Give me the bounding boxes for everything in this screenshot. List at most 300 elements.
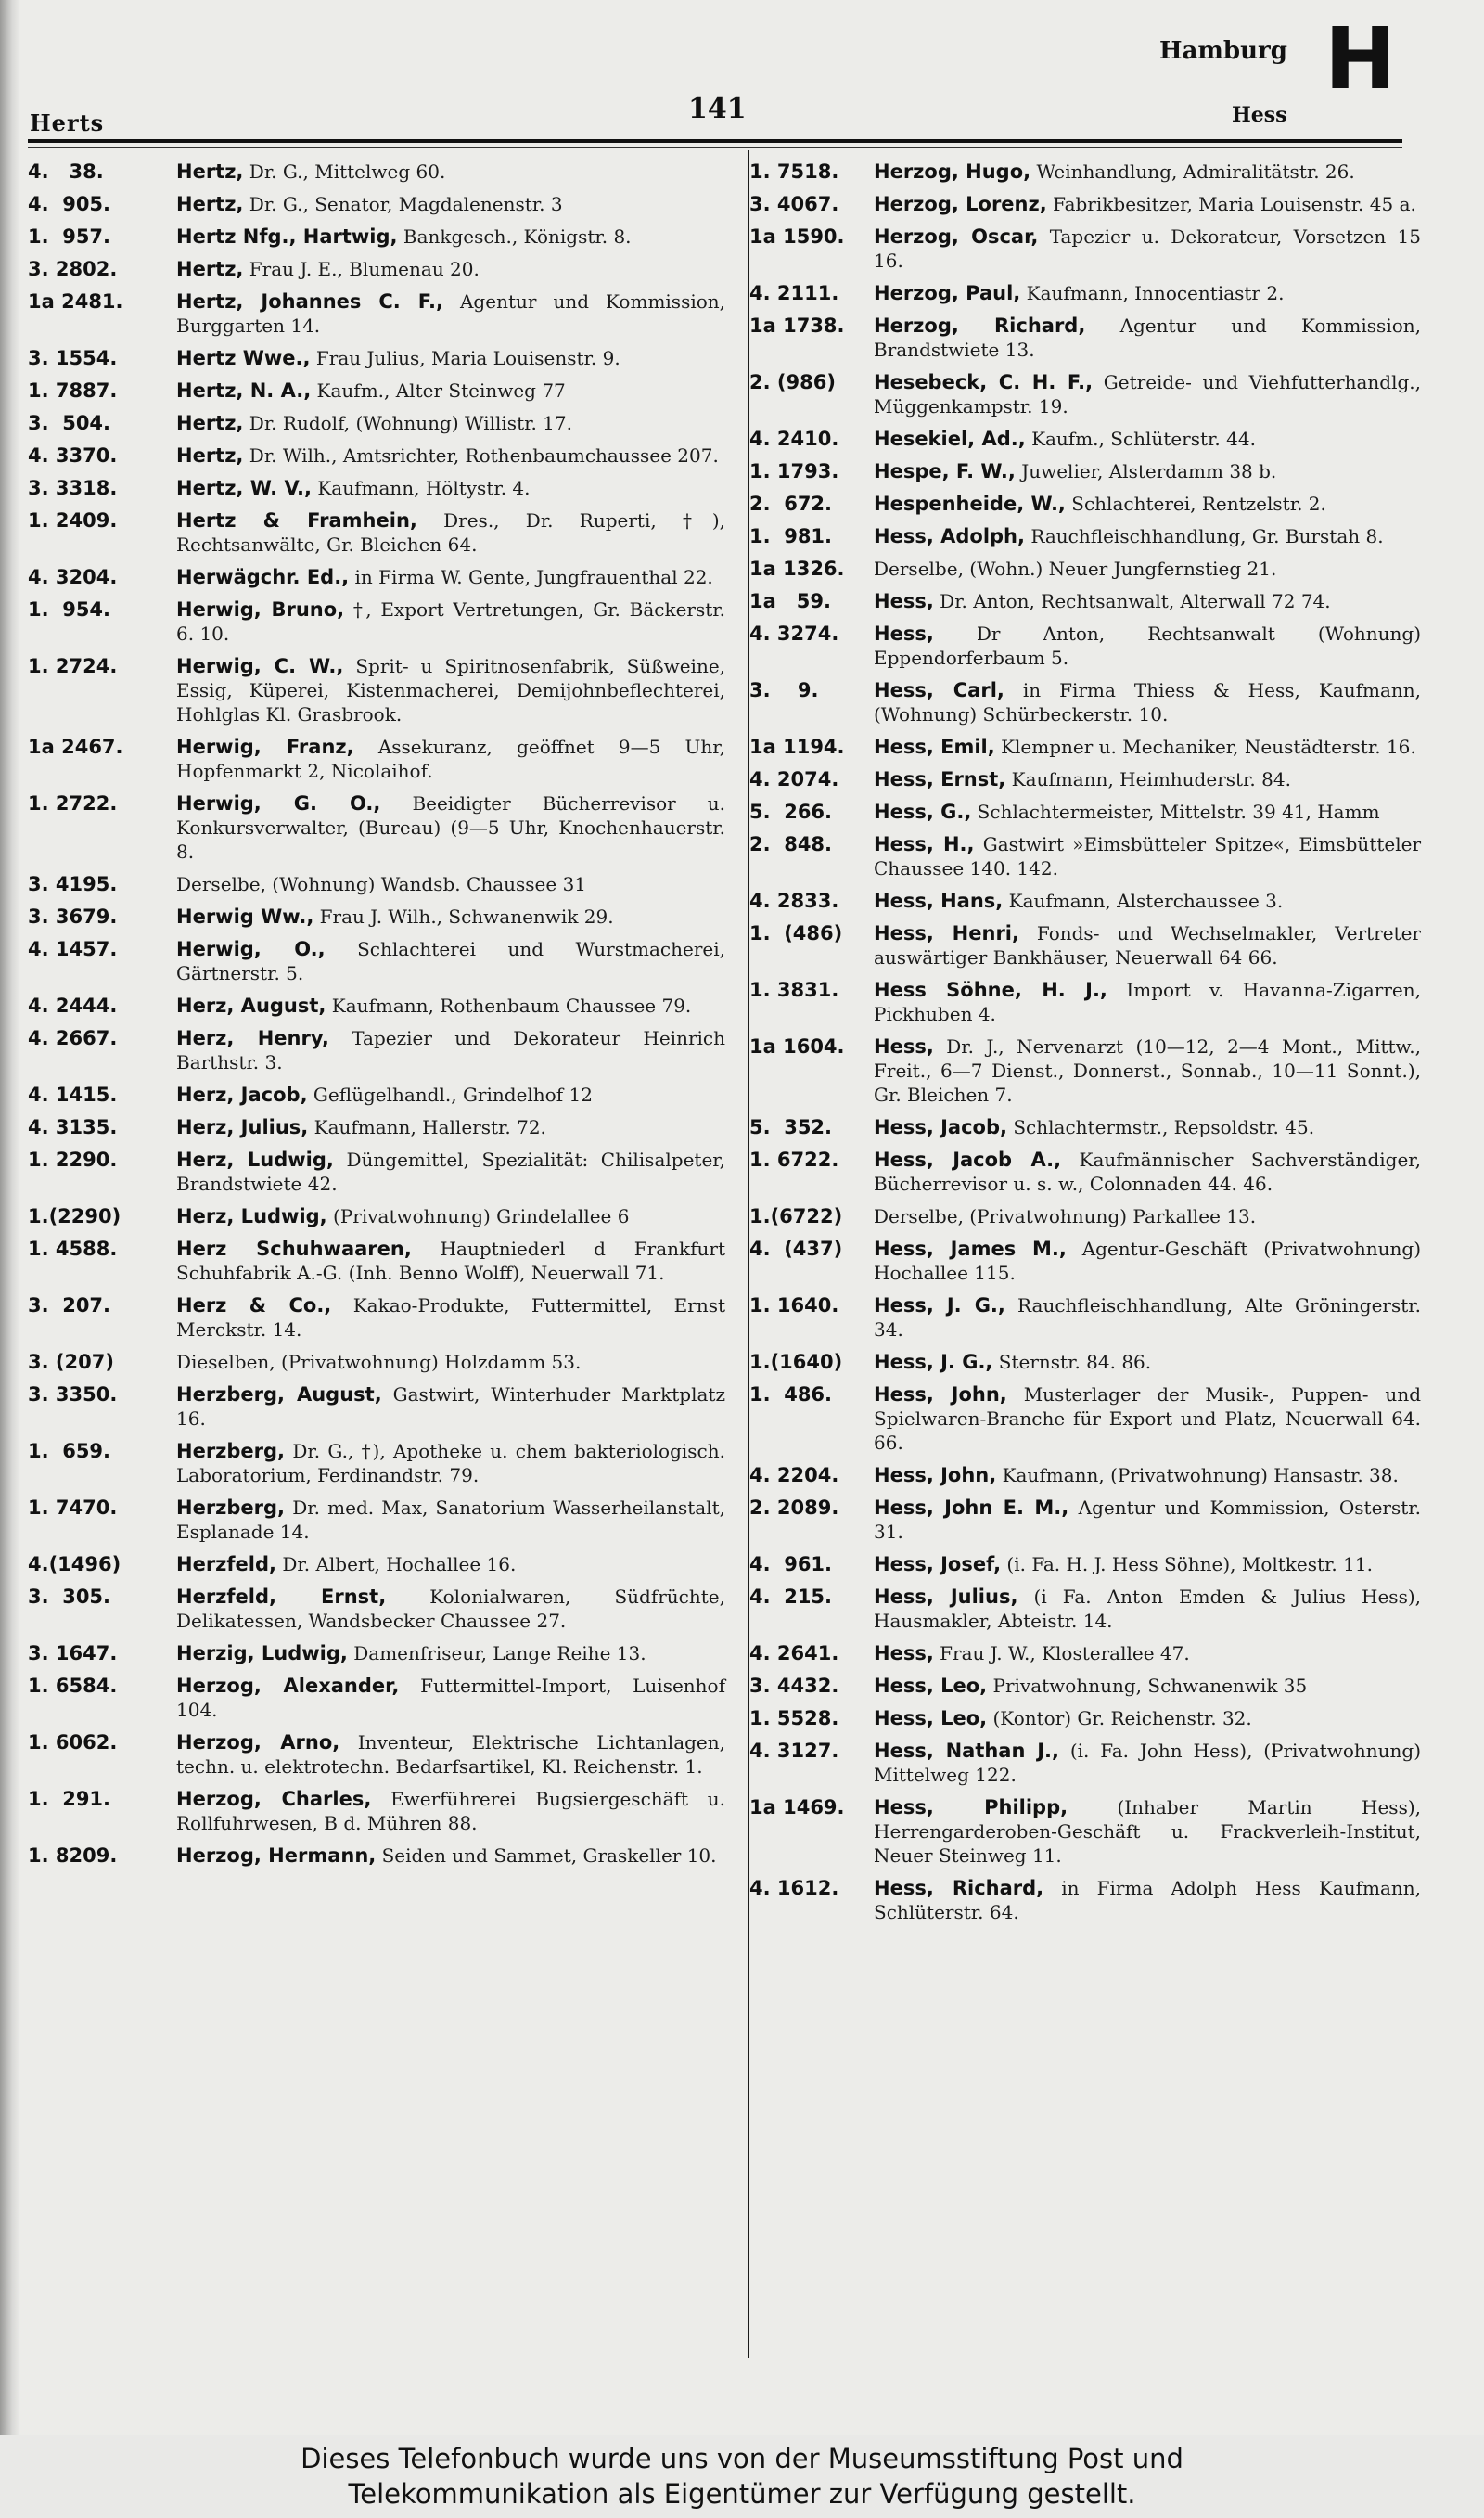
entry-text bbox=[874, 1674, 1421, 1698]
entry-text bbox=[874, 800, 1421, 824]
subscriber-name: Herz, August, bbox=[176, 995, 326, 1017]
subscriber-name: Herz, Ludwig, bbox=[176, 1149, 334, 1171]
directory-entry bbox=[749, 370, 1421, 418]
subscriber-details: Dieselben, (Privatwohnung) Holzdamm 53. bbox=[176, 1351, 582, 1373]
subscriber-name: Hess, J. G., bbox=[874, 1351, 993, 1373]
phone-number: 4. 1612. bbox=[749, 1877, 839, 1899]
subscriber-details: Kaufmännischer Sachverständiger, Bücherrevisor u. s. w., Colonnaden 44. 46. bbox=[874, 1149, 1421, 1195]
entry-text bbox=[874, 678, 1421, 726]
phone-number: 3. 9. bbox=[749, 679, 819, 701]
subscriber-details: Dr Anton, Rechtsanwalt (Wohnung) Eppendorferbaum 5. bbox=[874, 623, 1421, 669]
subscriber-details: Kaufmann, Heimhuderstr. 84. bbox=[1011, 768, 1291, 790]
subscriber-details: Assekuranz, geöffnet 9—5 Uhr, Hopfenmarkt 2, Nicolaihof. bbox=[176, 736, 726, 782]
directory-entry bbox=[749, 589, 1421, 613]
subscriber-details: Fabrikbesitzer, Maria Louisenstr. 45 a. bbox=[1053, 193, 1416, 215]
phone-number: 3. 3679. bbox=[28, 906, 118, 928]
entry-text bbox=[176, 1730, 725, 1779]
subscriber-name: Herz Schuhwaaren, bbox=[176, 1238, 412, 1260]
phone-number: 4. 2833. bbox=[749, 890, 839, 912]
directory-entry bbox=[749, 921, 1421, 970]
subscriber-name: Hess, James M., bbox=[874, 1238, 1067, 1260]
subscriber-details: (Privatwohnung) Grindelallee 6 bbox=[333, 1205, 630, 1227]
entry-text bbox=[874, 1706, 1421, 1730]
directory-entry bbox=[749, 1641, 1421, 1665]
entry-text bbox=[874, 735, 1421, 759]
directory-entry bbox=[28, 994, 725, 1018]
directory-entry bbox=[749, 1552, 1421, 1576]
subscriber-details: Rauchfleischhandlung, Alte Gröningerstr. 34. bbox=[874, 1294, 1422, 1341]
phone-number: 2. 848. bbox=[749, 833, 833, 855]
subscriber-details: Beeidigter Bücherrevisor u. Konkursverwalter, (Bureau) (9—5 Uhr, Knochenhauerstr. 8. bbox=[176, 792, 726, 863]
directory-entry bbox=[749, 622, 1421, 670]
subscriber-name: Hespenheide, W., bbox=[874, 493, 1066, 515]
entry-text bbox=[176, 225, 725, 249]
phone-number: 3. 1647. bbox=[28, 1642, 118, 1664]
subscriber-details: Import v. Havanna-Zigarren, Pickhuben 4. bbox=[874, 979, 1422, 1025]
subscriber-name: Herz & Co., bbox=[176, 1294, 332, 1317]
phone-number: 1. 7470. bbox=[28, 1497, 118, 1519]
phone-number: 1. 7518. bbox=[749, 161, 839, 183]
entry-text bbox=[874, 1463, 1421, 1487]
subscriber-name: Hess, Philipp, bbox=[874, 1796, 1068, 1818]
phone-number: 1a 2481. bbox=[28, 290, 123, 313]
subscriber-name: Hess, bbox=[874, 590, 934, 612]
subscriber-details: Dr. med. Max, Sanatorium Wasserheilanstalt, Esplanade 14. bbox=[176, 1497, 726, 1543]
subscriber-details: Dr. Wilh., Amtsrichter, Rothenbaumchaussee 207. bbox=[249, 444, 719, 467]
entry-text bbox=[176, 1496, 725, 1544]
directory-entry bbox=[28, 411, 725, 435]
subscriber-details: †, Export Vertretungen, Gr. Bäckerstr. 6. 10. bbox=[176, 598, 726, 645]
phone-number: 4. (437) bbox=[749, 1238, 843, 1260]
subscriber-name: Herzberg, bbox=[176, 1497, 286, 1519]
entry-text bbox=[874, 1034, 1421, 1107]
entry-text bbox=[874, 1204, 1421, 1228]
subscriber-details: (i Fa. Anton Emden & Julius Hess), Hausmakler, Abteistr. 14. bbox=[874, 1586, 1421, 1632]
subscriber-details: Ewerführerei Bugsiergeschäft u. Rollfuhrwesen, B d. Mühren 88. bbox=[176, 1788, 726, 1834]
subscriber-details: Dr. Anton, Rechtsanwalt, Alterwall 72 74. bbox=[940, 590, 1331, 612]
subscriber-name: Hertz, bbox=[176, 258, 244, 280]
subscriber-details: Schlachtermeister, Mittelstr. 39 41, Hamm bbox=[977, 801, 1380, 823]
subscriber-details: Agentur und Kommission, Burggarten 14. bbox=[176, 290, 726, 337]
directory-entry bbox=[28, 1730, 725, 1779]
phone-number: 4. 2667. bbox=[28, 1027, 118, 1049]
directory-entry bbox=[749, 524, 1421, 548]
entry-text bbox=[176, 379, 725, 403]
phone-number: 1. 4588. bbox=[28, 1238, 118, 1260]
entry-text bbox=[176, 346, 725, 370]
subscriber-name: Hertz Wwe., bbox=[176, 347, 311, 369]
subscriber-name: Herzog, Alexander, bbox=[176, 1675, 400, 1697]
subscriber-name: Hertz, W. V., bbox=[176, 477, 312, 499]
subscriber-name: Hertz & Framhein, bbox=[176, 509, 417, 532]
entry-text bbox=[874, 767, 1421, 791]
phone-number: 4. 2641. bbox=[749, 1642, 839, 1664]
footer-line-1: Dieses Telefonbuch wurde uns von der Museumsstiftung Post und bbox=[301, 2443, 1183, 2474]
directory-entry bbox=[749, 160, 1421, 184]
directory-entry bbox=[749, 1739, 1421, 1787]
directory-entry bbox=[28, 872, 725, 896]
directory-entry bbox=[28, 1641, 725, 1665]
phone-number: 5. 266. bbox=[749, 801, 833, 823]
subscriber-name: Hess, Leo, bbox=[874, 1675, 988, 1697]
subscriber-details: Sprit- u Spiritnosenfabrik, Süßweine, Essig, Küperei, Kistenmacherei, Demijohnbeflechterei, Hohlglas Kl. Grasbrook. bbox=[176, 655, 726, 726]
subscriber-details: Kakao-Produkte, Futtermittel, Ernst Merckstr. 14. bbox=[176, 1294, 725, 1341]
subscriber-details: Seiden und Sammet, Graskeller 10. bbox=[381, 1844, 717, 1867]
directory-entry bbox=[749, 427, 1421, 451]
entry-text bbox=[874, 370, 1421, 418]
subscriber-name: Hess, G., bbox=[874, 801, 972, 823]
entry-text bbox=[176, 654, 725, 726]
directory-entry bbox=[28, 597, 725, 646]
subscriber-details: Tapezier und Dekorateur Heinrich Barthstr. 3. bbox=[176, 1027, 725, 1073]
phone-number: 4. 3135. bbox=[28, 1116, 118, 1138]
subscriber-name: Hess, bbox=[874, 1035, 934, 1058]
subscriber-details: Derselbe, (Privatwohnung) Parkallee 13. bbox=[874, 1205, 1257, 1227]
phone-number: 1a 1469. bbox=[749, 1796, 845, 1818]
entry-text bbox=[874, 1115, 1421, 1139]
directory-entry bbox=[28, 1552, 725, 1576]
subscriber-name: Herwig, C. W., bbox=[176, 655, 344, 677]
subscriber-name: Hess, Leo, bbox=[874, 1707, 988, 1729]
subscriber-name: Herzberg, August, bbox=[176, 1383, 382, 1406]
directory-entry bbox=[28, 346, 725, 370]
directory-entry bbox=[749, 1463, 1421, 1487]
phone-number: 4. 2111. bbox=[749, 282, 839, 304]
subscriber-details: in Firma Adolph Hess Kaufmann, Schlüterstr. 64. bbox=[874, 1877, 1421, 1923]
subscriber-details: Kolonialwaren, Südfrüchte, Delikatessen, Wandsbecker Chaussee 27. bbox=[176, 1586, 725, 1632]
phone-number: 1. 6722. bbox=[749, 1149, 839, 1171]
directory-entry bbox=[28, 192, 725, 216]
subscriber-name: Herzog, Hugo, bbox=[874, 161, 1031, 183]
header-rule bbox=[28, 139, 1402, 143]
entry-text bbox=[874, 832, 1421, 880]
phone-number: 1. (486) bbox=[749, 922, 843, 944]
entry-text bbox=[874, 1876, 1421, 1924]
directory-entry bbox=[28, 1585, 725, 1633]
subscriber-details: Weinhandlung, Admiralitätstr. 26. bbox=[1036, 161, 1355, 183]
subscriber-details: Derselbe, (Wohn.) Neuer Jungfernstieg 21. bbox=[874, 558, 1277, 580]
subscriber-details: Dr. J., Nervenarzt (10—12, 2—4 Mont., Mittw., Freit., 6—7 Dienst., Donnerst., Sonnab., 10—11 Sonnt.), Gr. Bleichen 7. bbox=[874, 1035, 1422, 1106]
subscriber-name: Hespe, F. W., bbox=[874, 460, 1016, 482]
subscriber-details: Kaufmann, (Privatwohnung) Hansastr. 38. bbox=[1002, 1464, 1399, 1486]
phone-number: 4. 3274. bbox=[749, 623, 839, 645]
subscriber-details: Schlachterei und Wurstmacherei, Gärtnerstr. 5. bbox=[176, 938, 725, 984]
directory-entry bbox=[28, 937, 725, 985]
entry-text bbox=[874, 921, 1421, 970]
entry-text bbox=[176, 1674, 725, 1722]
subscriber-details: Klempner u. Mechaniker, Neustädterstr. 16. bbox=[1001, 736, 1416, 758]
subscriber-details: Kaufmann, Rothenbaum Chaussee 79. bbox=[331, 995, 692, 1017]
subscriber-name: Hertz, bbox=[176, 412, 244, 434]
subscriber-name: Hess, Jacob A., bbox=[874, 1149, 1062, 1171]
directory-entry bbox=[749, 459, 1421, 483]
subscriber-name: Hesebeck, C. H. F., bbox=[874, 371, 1094, 393]
subscriber-details: (Inhaber Martin Hess), Herrengarderoben-Geschäft u. Frackverleih-Institut, Neuer Steinweg 11. bbox=[874, 1796, 1421, 1867]
subscriber-name: Herz, Julius, bbox=[176, 1116, 309, 1138]
directory-entry bbox=[28, 1148, 725, 1196]
subscriber-details: Getreide- und Viehfutterhandlg., Müggenkampstr. 19. bbox=[874, 371, 1422, 418]
section-letter: H bbox=[1324, 9, 1396, 109]
phone-number: 1. 8209. bbox=[28, 1844, 118, 1867]
directory-entry bbox=[749, 192, 1421, 216]
subscriber-details: Inventeur, Elektrische Lichtanlagen, techn. u. elektrotechn. Bedarfsartikel, Kl. Reichenstr. 1. bbox=[176, 1731, 725, 1778]
subscriber-details: Agentur-Geschäft (Privatwohnung) Hochallee 115. bbox=[874, 1238, 1422, 1284]
directory-entry bbox=[28, 225, 725, 249]
directory-entry bbox=[28, 1115, 725, 1139]
phone-number: 1. 1793. bbox=[749, 460, 839, 482]
phone-number: 3. 305. bbox=[28, 1586, 111, 1608]
footer-line-2: Telekommunikation als Eigentümer zur Verfügung gestellt. bbox=[348, 2478, 1136, 2510]
subscriber-name: Herzfeld, bbox=[176, 1553, 276, 1575]
directory-entry bbox=[749, 1706, 1421, 1730]
subscriber-name: Herzig, Ludwig, bbox=[176, 1642, 348, 1664]
directory-entry bbox=[749, 1795, 1421, 1868]
subscriber-name: Hertz Nfg., Hartwig, bbox=[176, 225, 398, 248]
subscriber-name: Hess, Henri, bbox=[874, 922, 1019, 944]
subscriber-name: Hertz, bbox=[176, 161, 244, 183]
left-column bbox=[28, 160, 725, 1876]
directory-entry bbox=[749, 800, 1421, 824]
subscriber-details: Sternstr. 84. 86. bbox=[998, 1351, 1152, 1373]
entry-text bbox=[176, 1382, 725, 1431]
entry-text bbox=[874, 1350, 1421, 1374]
entry-text bbox=[176, 1641, 725, 1665]
directory-entry bbox=[749, 1148, 1421, 1196]
phone-number: 1. 1640. bbox=[749, 1294, 839, 1317]
phone-number: 1a 1194. bbox=[749, 736, 845, 758]
subscriber-name: Herwig, Bruno, bbox=[176, 598, 345, 621]
subscriber-name: Herzog, Richard, bbox=[874, 315, 1086, 337]
directory-entry bbox=[749, 281, 1421, 305]
phone-number: 1. 981. bbox=[749, 525, 833, 547]
entry-text bbox=[874, 889, 1421, 913]
entry-text bbox=[176, 872, 725, 896]
entry-text bbox=[874, 1739, 1421, 1787]
subscriber-name: Hess, Richard, bbox=[874, 1877, 1044, 1899]
subscriber-details: Schlachtermstr., Repsoldstr. 45. bbox=[1013, 1116, 1315, 1138]
subscriber-name: Herwig Ww., bbox=[176, 906, 314, 928]
subscriber-details: Kaufmann, Hallerstr. 72. bbox=[313, 1116, 546, 1138]
directory-entry bbox=[28, 443, 725, 468]
subscriber-details: Agentur und Kommission, Brandstwiete 13. bbox=[874, 315, 1421, 361]
directory-entry bbox=[28, 1204, 725, 1228]
directory-entry bbox=[28, 905, 725, 929]
entry-text bbox=[874, 459, 1421, 483]
directory-entry bbox=[749, 1496, 1421, 1544]
subscriber-name: Hess, Ernst, bbox=[874, 768, 1006, 790]
subscriber-details: Frau J. Wilh., Schwanenwik 29. bbox=[319, 906, 614, 928]
phone-number: 4. 2410. bbox=[749, 428, 839, 450]
subscriber-name: Hess, Emil, bbox=[874, 736, 995, 758]
phone-number: 5. 352. bbox=[749, 1116, 833, 1138]
directory-entry bbox=[28, 1083, 725, 1107]
phone-number: 2. (986) bbox=[749, 371, 836, 393]
subscriber-details: Kaufm., Alter Steinweg 77 bbox=[316, 379, 566, 402]
subscriber-name: Hess, John, bbox=[874, 1383, 1007, 1406]
footer-notice bbox=[0, 2435, 1484, 2518]
phone-number: 4. 2204. bbox=[749, 1464, 839, 1486]
directory-entry bbox=[28, 1844, 725, 1868]
right-column bbox=[749, 160, 1421, 1933]
directory-entry bbox=[28, 476, 725, 500]
phone-number: 1. 6062. bbox=[28, 1731, 118, 1754]
entry-text bbox=[176, 565, 725, 589]
subscriber-details: Kaufmann, Höltystr. 4. bbox=[317, 477, 531, 499]
phone-number: 4.(1496) bbox=[28, 1553, 122, 1575]
subscriber-details: Kaufm., Schlüterstr. 44. bbox=[1031, 428, 1256, 450]
city-name: Hamburg bbox=[1159, 37, 1287, 65]
subscriber-name: Hess, J. G., bbox=[874, 1294, 1005, 1317]
phone-number: 3. 3350. bbox=[28, 1383, 118, 1406]
subscriber-details: Dr. Albert, Hochallee 16. bbox=[282, 1553, 517, 1575]
subscriber-name: Hess, John, bbox=[874, 1464, 997, 1486]
entry-text bbox=[176, 508, 725, 557]
directory-entry bbox=[749, 678, 1421, 726]
subscriber-details: Kaufmann, Innocentiastr 2. bbox=[1026, 282, 1285, 304]
directory-entry bbox=[749, 735, 1421, 759]
phone-number: 4. 2074. bbox=[749, 768, 839, 790]
entry-text bbox=[176, 1844, 725, 1868]
entry-text bbox=[874, 1496, 1421, 1544]
directory-entry bbox=[749, 978, 1421, 1026]
directory-entry bbox=[749, 1293, 1421, 1342]
subscriber-details: Damenfriseur, Lange Reihe 13. bbox=[353, 1642, 646, 1664]
phone-number: 3. 4067. bbox=[749, 193, 839, 215]
subscriber-details: Frau Julius, Maria Louisenstr. 9. bbox=[315, 347, 620, 369]
subscriber-details: Dr. G., Senator, Magdalenenstr. 3 bbox=[249, 193, 563, 215]
entry-text bbox=[874, 1641, 1421, 1665]
entry-text bbox=[176, 411, 725, 435]
directory-entry bbox=[28, 1787, 725, 1835]
subscriber-name: Hertz, Johannes C. F., bbox=[176, 290, 443, 313]
subscriber-name: Herzog, Hermann, bbox=[176, 1844, 377, 1867]
phone-number: 4. 215. bbox=[749, 1586, 833, 1608]
entry-text bbox=[176, 1083, 725, 1107]
directory-entry bbox=[28, 791, 725, 864]
subscriber-name: Hess, bbox=[874, 623, 934, 645]
phone-number: 1. 2724. bbox=[28, 655, 118, 677]
directory-entry bbox=[749, 1382, 1421, 1455]
entry-text bbox=[874, 1795, 1421, 1868]
entry-text bbox=[176, 905, 725, 929]
directory-entry bbox=[749, 1876, 1421, 1924]
page-number: 141 bbox=[688, 93, 747, 125]
entry-text bbox=[176, 1115, 725, 1139]
directory-entry bbox=[28, 1293, 725, 1342]
subscriber-details: Musterlager der Musik-, Puppen- und Spielwaren-Branche für Export und Platz, Neuerwall 64. 66. bbox=[874, 1383, 1422, 1454]
directory-entry bbox=[28, 379, 725, 403]
entry-text bbox=[874, 1237, 1421, 1285]
entry-text bbox=[874, 1148, 1421, 1196]
subscriber-name: Hertz, N. A., bbox=[176, 379, 312, 402]
subscriber-name: Hertz, bbox=[176, 193, 244, 215]
entry-text bbox=[874, 192, 1421, 216]
entry-text bbox=[176, 1293, 725, 1342]
entry-text bbox=[874, 557, 1421, 581]
phone-number: 1. 957. bbox=[28, 225, 111, 248]
running-head-right: Hess bbox=[1232, 103, 1287, 127]
subscriber-details: Derselbe, (Wohnung) Wandsb. Chaussee 31 bbox=[176, 873, 587, 895]
entry-text bbox=[874, 1552, 1421, 1576]
subscriber-details: Hauptniederl d Frankfurt Schuhfabrik A.-G. (Inh. Benno Wolff), Neuerwall 71. bbox=[176, 1238, 725, 1284]
subscriber-name: Herwägchr. Ed., bbox=[176, 566, 350, 588]
phone-number: 4. 961. bbox=[749, 1553, 833, 1575]
directory-entry bbox=[749, 889, 1421, 913]
directory-entry bbox=[28, 1350, 725, 1374]
directory-entry bbox=[749, 1350, 1421, 1374]
subscriber-details: in Firma Thiess & Hess, Kaufmann, (Wohnung) Schürbeckerstr. 10. bbox=[874, 679, 1422, 726]
phone-number: 1. 954. bbox=[28, 598, 111, 621]
entry-text bbox=[874, 492, 1421, 516]
phone-number: 1. 6584. bbox=[28, 1675, 118, 1697]
phone-number: 4. 3370. bbox=[28, 444, 118, 467]
subscriber-name: Hess, bbox=[874, 1642, 934, 1664]
subscriber-details: Geflügelhandl., Grindelhof 12 bbox=[313, 1084, 593, 1106]
subscriber-name: Herzberg, bbox=[176, 1440, 286, 1462]
phone-number: 1. 5528. bbox=[749, 1707, 839, 1729]
subscriber-details: Bankgesch., Königstr. 8. bbox=[403, 225, 632, 248]
entry-text bbox=[176, 1148, 725, 1196]
phone-number: 1a 1738. bbox=[749, 315, 845, 337]
phone-number: 1a 59. bbox=[749, 590, 831, 612]
subscriber-details: Juwelier, Alsterdamm 38 b. bbox=[1021, 460, 1277, 482]
directory-entry bbox=[749, 225, 1421, 273]
directory-entry bbox=[28, 1674, 725, 1722]
subscriber-details: Gastwirt »Eimsbütteler Spitze«, Eimsbütteler Chaussee 140. 142. bbox=[874, 833, 1422, 880]
entry-text bbox=[874, 225, 1421, 273]
subscriber-name: Hess, Julius, bbox=[874, 1586, 1018, 1608]
phone-number: 3. 207. bbox=[28, 1294, 111, 1317]
subscriber-details: Schlachterei, Rentzelstr. 2. bbox=[1071, 493, 1326, 515]
subscriber-details: Gastwirt, Winterhuder Marktplatz 16. bbox=[176, 1383, 725, 1430]
phone-number: 3. (207) bbox=[28, 1351, 114, 1373]
entry-text bbox=[176, 160, 725, 184]
phone-number: 4. 905. bbox=[28, 193, 111, 215]
phone-number: 3. 504. bbox=[28, 412, 111, 434]
phone-number: 2. 672. bbox=[749, 493, 833, 515]
subscriber-details: Dr. G., Mittelweg 60. bbox=[249, 161, 446, 183]
entry-text bbox=[176, 735, 725, 783]
entry-text bbox=[874, 524, 1421, 548]
subscriber-details: Privatwohnung, Schwanenwik 35 bbox=[992, 1675, 1308, 1697]
subscriber-details: Fonds- und Wechselmakler, Vertreter auswärtiger Bankhäuser, Neuerwall 64 66. bbox=[874, 922, 1421, 969]
subscriber-details: Tapezier u. Dekorateur, Vorsetzen 15 16. bbox=[874, 225, 1421, 272]
subscriber-name: Herzog, Arno, bbox=[176, 1731, 340, 1754]
phone-number: 1. 2409. bbox=[28, 509, 118, 532]
phone-number: 1. 2722. bbox=[28, 792, 118, 815]
phone-number: 4. 2444. bbox=[28, 995, 118, 1017]
entry-text bbox=[874, 160, 1421, 184]
entry-text bbox=[874, 427, 1421, 451]
subscriber-name: Herz, Ludwig, bbox=[176, 1205, 327, 1227]
phone-number: 4. 3127. bbox=[749, 1740, 839, 1762]
phone-number: 1.(2290) bbox=[28, 1205, 122, 1227]
directory-entry bbox=[28, 508, 725, 557]
entry-text bbox=[176, 1237, 725, 1285]
subscriber-details: Dr. G., †), Apotheke u. chem bakteriologisch. Laboratorium, Ferdinandstr. 79. bbox=[176, 1440, 725, 1486]
subscriber-details: Futtermittel-Import, Luisenhof 104. bbox=[176, 1675, 726, 1721]
subscriber-name: Herz, Jacob, bbox=[176, 1084, 308, 1106]
subscriber-name: Herzog, Paul, bbox=[874, 282, 1021, 304]
phone-number: 1. 659. bbox=[28, 1440, 111, 1462]
subscriber-name: Hess, Jacob, bbox=[874, 1116, 1007, 1138]
directory-entry bbox=[28, 1382, 725, 1431]
running-head-left: Herts bbox=[30, 109, 105, 136]
directory-entry bbox=[749, 1237, 1421, 1285]
subscriber-name: Herwig, G. O., bbox=[176, 792, 381, 815]
directory-entry bbox=[28, 289, 725, 338]
directory-entry bbox=[28, 160, 725, 184]
